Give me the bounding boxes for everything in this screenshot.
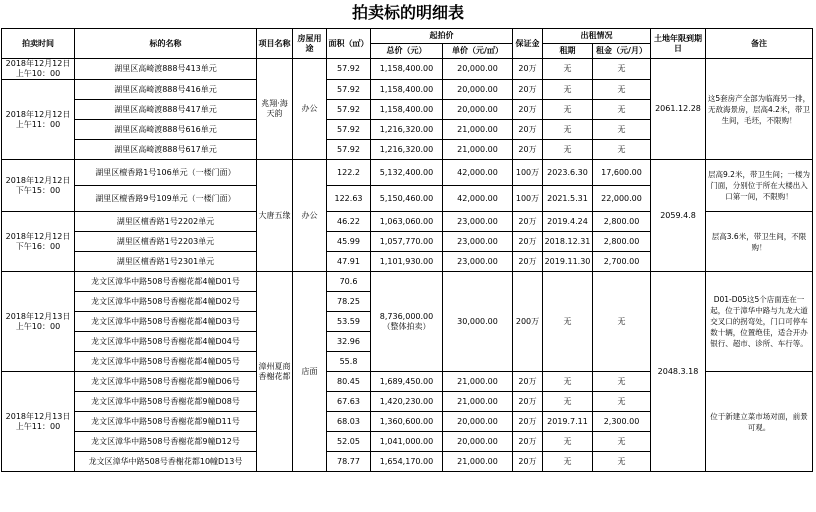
rent-end: 2021.5.31 bbox=[543, 186, 593, 212]
rent-amount: 无 bbox=[593, 372, 651, 392]
auction-time: 2018年12月12日上午11：00 bbox=[2, 80, 75, 160]
header-area: 面积（㎡） bbox=[327, 29, 371, 59]
deposit: 20万 bbox=[513, 412, 543, 432]
unit-price: 21,000.00 bbox=[443, 452, 513, 472]
rent-amount: 无 bbox=[593, 120, 651, 140]
unit-price: 23,000.00 bbox=[443, 232, 513, 252]
total-price: 1,158,400.00 bbox=[371, 59, 443, 80]
deposit: 200万 bbox=[513, 272, 543, 372]
deposit: 20万 bbox=[513, 252, 543, 272]
usage: 办公 bbox=[293, 59, 327, 160]
total-price: 1,360,600.00 bbox=[371, 412, 443, 432]
rent-end: 2018.12.31 bbox=[543, 232, 593, 252]
rent-amount: 无 bbox=[593, 140, 651, 160]
rent-amount: 无 bbox=[593, 100, 651, 120]
land-end: 2048.3.18 bbox=[651, 272, 706, 472]
rent-end: 2019.7.11 bbox=[543, 412, 593, 432]
total-price: 5,150,460.00 bbox=[371, 186, 443, 212]
area: 57.92 bbox=[327, 100, 371, 120]
area: 122.63 bbox=[327, 186, 371, 212]
header-land-end: 土地年限到期日 bbox=[651, 29, 706, 59]
lot-name: 龙文区漳华中路508号香榭花都9幢D11号 bbox=[75, 412, 257, 432]
total-price: 1,216,320.00 bbox=[371, 120, 443, 140]
header-rent-amount: 租金（元/月） bbox=[593, 44, 651, 59]
auction-time: 2018年12月13日上午11：00 bbox=[2, 372, 75, 472]
header-rent-end: 租期 bbox=[543, 44, 593, 59]
area: 70.6 bbox=[327, 272, 371, 292]
rent-amount: 无 bbox=[593, 392, 651, 412]
total-price: 1,216,320.00 bbox=[371, 140, 443, 160]
unit-price: 20,000.00 bbox=[443, 432, 513, 452]
project-name: 漳州夏商香榭花都 bbox=[257, 272, 293, 472]
unit-price: 21,000.00 bbox=[443, 120, 513, 140]
land-end: 2059.4.8 bbox=[651, 160, 706, 272]
lot-name: 湖里区檀香路1号2202单元 bbox=[75, 212, 257, 232]
total-price: 5,132,400.00 bbox=[371, 160, 443, 186]
deposit: 20万 bbox=[513, 232, 543, 252]
remark: 这5套房产全部为临海另一排，无敌海景房，层高4.2米，带卫生间，毛坯，不限购！ bbox=[706, 59, 813, 160]
total-price: 1,158,400.00 bbox=[371, 100, 443, 120]
rent-end: 无 bbox=[543, 392, 593, 412]
rent-end: 无 bbox=[543, 100, 593, 120]
total-price: 1,420,230.00 bbox=[371, 392, 443, 412]
project-name: 兆翔·海天韵 bbox=[257, 59, 293, 160]
auction-time: 2018年12月12日下午15：00 bbox=[2, 160, 75, 212]
area: 68.03 bbox=[327, 412, 371, 432]
header-row bbox=[2, 29, 813, 44]
area: 47.91 bbox=[327, 252, 371, 272]
header-deposit: 保证金 bbox=[513, 29, 543, 59]
area: 57.92 bbox=[327, 80, 371, 100]
rent-end: 无 bbox=[543, 59, 593, 80]
area: 57.92 bbox=[327, 120, 371, 140]
total-price: 1,654,170.00 bbox=[371, 452, 443, 472]
deposit: 20万 bbox=[513, 140, 543, 160]
total-price: 1,101,930.00 bbox=[371, 252, 443, 272]
area: 78.25 bbox=[327, 292, 371, 312]
unit-price: 20,000.00 bbox=[443, 59, 513, 80]
auction-time: 2018年12月12日下午16：00 bbox=[2, 212, 75, 272]
header-rent: 出租情况 bbox=[543, 29, 651, 44]
lot-name: 龙文区漳华中路508号香榭花都9幢D06号 bbox=[75, 372, 257, 392]
rent-end: 无 bbox=[543, 80, 593, 100]
usage: 店面 bbox=[293, 272, 327, 472]
table-row bbox=[2, 59, 813, 80]
rent-amount: 无 bbox=[593, 272, 651, 372]
unit-price: 20,000.00 bbox=[443, 80, 513, 100]
rent-end: 无 bbox=[543, 372, 593, 392]
lot-name: 湖里区高崎渡888号416单元 bbox=[75, 80, 257, 100]
rent-end: 2019.4.24 bbox=[543, 212, 593, 232]
unit-price: 42,000.00 bbox=[443, 186, 513, 212]
total-price: 1,041,000.00 bbox=[371, 432, 443, 452]
lot-name: 湖里区檀香路1号2301单元 bbox=[75, 252, 257, 272]
area: 46.22 bbox=[327, 212, 371, 232]
header-unit: 单价（元/㎡） bbox=[443, 44, 513, 59]
auction-time: 2018年12月13日上午10：00 bbox=[2, 272, 75, 372]
rent-amount: 22,000.00 bbox=[593, 186, 651, 212]
rent-amount: 2,800.00 bbox=[593, 212, 651, 232]
deposit: 20万 bbox=[513, 100, 543, 120]
rent-amount: 2,700.00 bbox=[593, 252, 651, 272]
lot-name: 湖里区高崎渡888号413单元 bbox=[75, 59, 257, 80]
deposit: 20万 bbox=[513, 372, 543, 392]
table-row bbox=[2, 160, 813, 186]
area: 53.59 bbox=[327, 312, 371, 332]
page-title: 拍卖标的明细表 bbox=[351, 3, 464, 22]
table-row bbox=[2, 272, 813, 292]
unit-price: 30,000.00 bbox=[443, 272, 513, 372]
unit-price: 20,000.00 bbox=[443, 100, 513, 120]
area: 45.99 bbox=[327, 232, 371, 252]
area: 57.92 bbox=[327, 59, 371, 80]
lot-name: 湖里区檀香路1号2203单元 bbox=[75, 232, 257, 252]
remark: 位于新建立菜市场对面，前景可观。 bbox=[706, 372, 813, 472]
header-total: 总价（元） bbox=[371, 44, 443, 59]
rent-amount: 无 bbox=[593, 432, 651, 452]
unit-price: 23,000.00 bbox=[443, 212, 513, 232]
deposit: 20万 bbox=[513, 80, 543, 100]
auction-time: 2018年12月12日上午10：00 bbox=[2, 59, 75, 80]
area: 67.63 bbox=[327, 392, 371, 412]
header-usage: 房屋用途 bbox=[293, 29, 327, 59]
deposit: 20万 bbox=[513, 59, 543, 80]
lot-name: 龙文区漳华中路508号香榭花都4幢D01号 bbox=[75, 272, 257, 292]
total-price: 8,736,000.00（整体拍卖） bbox=[371, 272, 443, 372]
header-start-price: 起拍价 bbox=[371, 29, 513, 44]
land-end: 2061.12.28 bbox=[651, 59, 706, 160]
lot-name: 湖里区高崎渡888号616单元 bbox=[75, 120, 257, 140]
rent-end: 2019.11.30 bbox=[543, 252, 593, 272]
lot-name: 龙文区漳华中路508号香榭花都4幢D05号 bbox=[75, 352, 257, 372]
lot-name: 龙文区漳华中路508号香榭花都4幢D02号 bbox=[75, 292, 257, 312]
rent-end: 无 bbox=[543, 120, 593, 140]
lot-name: 龙文区漳华中路508号香榭花都9幢D12号 bbox=[75, 432, 257, 452]
lot-name: 湖里区檀香路1号106单元（一楼门面） bbox=[75, 160, 257, 186]
unit-price: 42,000.00 bbox=[443, 160, 513, 186]
lot-name: 龙文区漳华中路508号香榭花都4幢D03号 bbox=[75, 312, 257, 332]
total-price: 1,158,400.00 bbox=[371, 80, 443, 100]
area: 80.45 bbox=[327, 372, 371, 392]
rent-end: 无 bbox=[543, 452, 593, 472]
rent-end: 无 bbox=[543, 272, 593, 372]
rent-amount: 17,600.00 bbox=[593, 160, 651, 186]
rent-end: 2023.6.30 bbox=[543, 160, 593, 186]
header-project: 项目名称 bbox=[257, 29, 293, 59]
total-price: 1,063,060.00 bbox=[371, 212, 443, 232]
deposit: 20万 bbox=[513, 452, 543, 472]
header-name: 标的名称 bbox=[75, 29, 257, 59]
unit-price: 21,000.00 bbox=[443, 140, 513, 160]
total-price: 1,689,450.00 bbox=[371, 372, 443, 392]
rent-end: 无 bbox=[543, 432, 593, 452]
rent-amount: 2,800.00 bbox=[593, 232, 651, 252]
unit-price: 20,000.00 bbox=[443, 412, 513, 432]
lot-name: 湖里区檀香路9号109单元（一楼门面） bbox=[75, 186, 257, 212]
lot-name: 龙文区漳华中路508号香榭花都10幢D13号 bbox=[75, 452, 257, 472]
usage: 办公 bbox=[293, 160, 327, 272]
area: 78.77 bbox=[327, 452, 371, 472]
remark: 层高9.2米，带卫生间；一楼为门面，分别位于所在大楼出入口第一间，不限购！ bbox=[706, 160, 813, 212]
project-name: 大唐五缘 bbox=[257, 160, 293, 272]
deposit: 100万 bbox=[513, 160, 543, 186]
deposit: 20万 bbox=[513, 120, 543, 140]
area: 52.05 bbox=[327, 432, 371, 452]
rent-end: 无 bbox=[543, 140, 593, 160]
lot-name: 龙文区漳华中路508号香榭花都4幢D04号 bbox=[75, 332, 257, 352]
area: 57.92 bbox=[327, 140, 371, 160]
unit-price: 23,000.00 bbox=[443, 252, 513, 272]
remark: D01-D05这5个店面连在一起，位于漳华中路与九龙大道交叉口的拐弯处，门口可停车数十辆，位置绝佳，适合开办银行、超市、诊所、车行等。 bbox=[706, 272, 813, 372]
unit-price: 21,000.00 bbox=[443, 392, 513, 412]
header-time: 拍卖时间 bbox=[2, 29, 75, 59]
area: 55.8 bbox=[327, 352, 371, 372]
rent-amount: 无 bbox=[593, 452, 651, 472]
unit-price: 21,000.00 bbox=[443, 372, 513, 392]
area: 122.2 bbox=[327, 160, 371, 186]
total-price: 1,057,770.00 bbox=[371, 232, 443, 252]
rent-amount: 无 bbox=[593, 59, 651, 80]
lot-name: 龙文区漳华中路508号香榭花都9幢D08号 bbox=[75, 392, 257, 412]
deposit: 100万 bbox=[513, 186, 543, 212]
header-remark: 备注 bbox=[706, 29, 813, 59]
remark: 层高3.6米，带卫生间，不限购！ bbox=[706, 212, 813, 272]
lot-name: 湖里区高崎渡888号417单元 bbox=[75, 100, 257, 120]
auction-table bbox=[1, 28, 813, 472]
lot-name: 湖里区高崎渡888号617单元 bbox=[75, 140, 257, 160]
area: 32.96 bbox=[327, 332, 371, 352]
deposit: 20万 bbox=[513, 212, 543, 232]
rent-amount: 无 bbox=[593, 80, 651, 100]
deposit: 20万 bbox=[513, 432, 543, 452]
rent-amount: 2,300.00 bbox=[593, 412, 651, 432]
deposit: 20万 bbox=[513, 392, 543, 412]
